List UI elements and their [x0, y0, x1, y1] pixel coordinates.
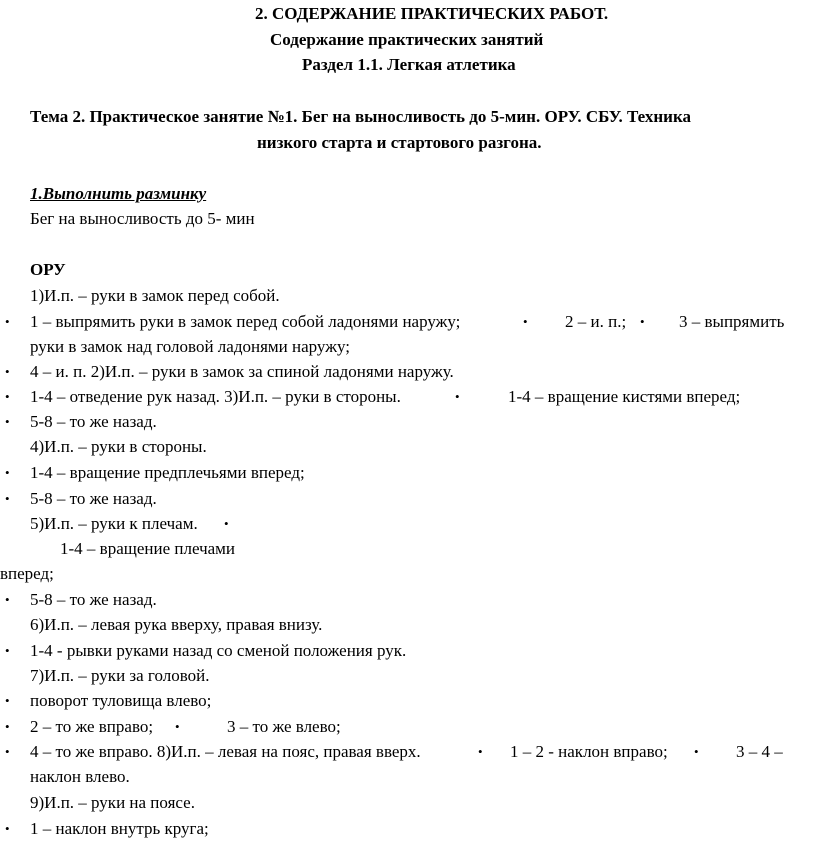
oru-line: 9)И.п. – руки на поясе.: [30, 793, 195, 812]
oru-line: 5)И.п. – руки к плечам.: [30, 514, 198, 533]
oru-line: 1-4 – вращение плечами: [60, 539, 236, 558]
bullet-icon: •: [5, 314, 10, 329]
oru-line: 4)И.п. – руки в стороны.: [30, 437, 207, 456]
oru-line: наклон влево.: [30, 767, 130, 786]
bullet-icon: •: [5, 592, 10, 607]
bullet-icon: •: [5, 821, 10, 836]
bullet-icon: •: [5, 693, 10, 708]
oru-line: 4 – и. п. 2)И.п. – руки в замок за спиной ладонями наружу.: [30, 362, 454, 381]
bullet-icon: •: [224, 516, 229, 531]
bullet-icon: •: [455, 389, 460, 404]
oru-line: 5-8 – то же назад.: [30, 489, 157, 508]
oru-line: 1-4 – вращение предплечьями вперед;: [30, 463, 305, 482]
oru-line: 5-8 – то же назад.: [30, 412, 157, 431]
oru-line: 2 – и. п.;: [565, 312, 627, 331]
bullet-icon: •: [694, 744, 699, 759]
oru-line: 1-4 – отведение рук назад. 3)И.п. – руки в стороны.: [30, 387, 401, 406]
oru-line: 1 – 2 - наклон вправо;: [510, 742, 668, 761]
warmup-heading: 1.Выполнить разминку: [30, 184, 207, 203]
oru-line: 5-8 – то же назад.: [30, 590, 157, 609]
topic-heading-line1: Тема 2. Практическое занятие №1. Бег на выносливость до 5-мин. ОРУ. СБУ. Техника: [30, 107, 692, 126]
warmup-run-text: Бег на выносливость до 5- мин: [30, 209, 255, 228]
bullet-icon: •: [5, 491, 10, 506]
oru-line: 1-4 – вращение кистями вперед;: [508, 387, 741, 406]
bullet-icon: •: [175, 719, 180, 734]
bullet-icon: •: [5, 389, 10, 404]
oru-line: 3 – 4 –: [736, 742, 783, 761]
oru-heading: ОРУ: [30, 260, 66, 279]
bullet-icon: •: [5, 364, 10, 379]
oru-line: 7)И.п. – руки за головой.: [30, 666, 210, 685]
oru-line: 1-4 - рывки руками назад со сменой положения рук.: [30, 641, 407, 660]
bullet-icon: •: [523, 314, 528, 329]
bullet-icon: •: [640, 314, 645, 329]
section-heading: Раздел 1.1. Легкая атлетика: [302, 55, 516, 74]
bullet-icon: •: [5, 643, 10, 658]
bullet-icon: •: [478, 744, 483, 759]
oru-line: 3 – то же влево;: [227, 717, 341, 736]
oru-line: 2 – то же вправо;: [30, 717, 154, 736]
bullet-icon: •: [5, 414, 10, 429]
bullet-icon: •: [5, 744, 10, 759]
oru-line: 1)И.п. – руки в замок перед собой.: [30, 286, 280, 305]
topic-heading-line2: низкого старта и стартового разгона.: [257, 133, 542, 152]
oru-line: 1 – выпрямить руки в замок перед собой ладонями наружу;: [30, 312, 461, 331]
oru-line: 3 – выпрямить: [679, 312, 785, 331]
document-subtitle: Содержание практических занятий: [270, 30, 544, 49]
oru-line: руки в замок над головой ладонями наружу;: [30, 337, 350, 356]
oru-line: 6)И.п. – левая рука вверху, правая внизу.: [30, 615, 323, 634]
oru-line: 1 – наклон внутрь круга;: [30, 819, 209, 838]
document-title: 2. СОДЕРЖАНИЕ ПРАКТИЧЕСКИХ РАБОТ.: [255, 4, 609, 23]
oru-line: вперед;: [0, 564, 54, 583]
bullet-icon: •: [5, 719, 10, 734]
bullet-icon: •: [5, 465, 10, 480]
oru-line: поворот туловища влево;: [30, 691, 212, 710]
oru-line: 4 – то же вправо. 8)И.п. – левая на пояс, правая вверх.: [30, 742, 421, 761]
